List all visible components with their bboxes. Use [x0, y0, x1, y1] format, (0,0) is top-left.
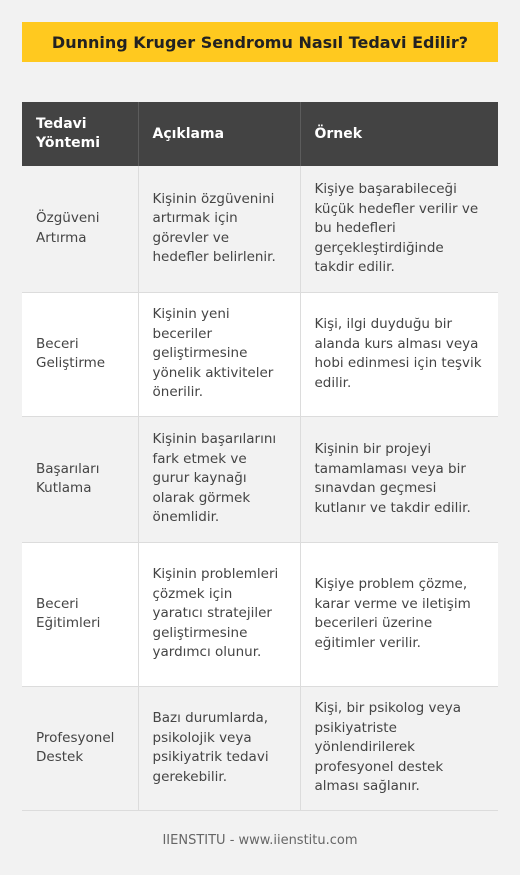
table-body — [22, 166, 498, 810]
title-banner — [22, 22, 498, 62]
table-header — [22, 102, 498, 166]
treatment-table-container — [22, 102, 498, 811]
table-row — [22, 166, 498, 292]
cell-example: Kişi, bir psikolog veya psikiyatriste yönlendirilerek profesyonel destek alması sağlanır. — [300, 686, 498, 810]
table-row — [22, 542, 498, 686]
cell-method: Başarıları Kutlama — [22, 416, 138, 542]
cell-example: Kişiye problem çözme, karar verme ve iletişim becerileri üzerine eğitimler verilir. — [300, 542, 498, 686]
header-method: Tedavi Yöntemi — [22, 102, 138, 166]
cell-method: Beceri Geliştirme — [22, 292, 138, 416]
cell-example: Kişi, ilgi duyduğu bir alanda kurs alması veya hobi edinmesi için teşvik edilir. — [300, 292, 498, 416]
cell-example: Kişiye başarabileceği küçük hedefler verilir ve bu hedefleri gerçekleştirdiğinde takdir edilir. — [300, 166, 498, 292]
cell-description: Kişinin yeni beceriler geliştirmesine yönelik aktiviteler önerilir. — [138, 292, 300, 416]
cell-description: Kişinin özgüvenini artırmak için görevler ve hedefler belirlenir. — [138, 166, 300, 292]
cell-description: Kişinin problemleri çözmek için yaratıcı stratejiler geliştirmesine yardımcı olunur. — [138, 542, 300, 686]
header-description: Açıklama — [138, 102, 300, 166]
table-row — [22, 292, 498, 416]
cell-description: Bazı durumlarda, psikolojik veya psikiyatrik tedavi gerekebilir. — [138, 686, 300, 810]
footer-credit: IIENSTITU - www.iienstitu.com — [162, 833, 358, 848]
page-title: Dunning Kruger Sendromu Nasıl Tedavi Edilir? — [51, 32, 469, 52]
header-example: Örnek — [300, 102, 498, 166]
header-row — [22, 102, 498, 166]
cell-example: Kişinin bir projeyi tamamlaması veya bir sınavdan geçmesi kutlanır ve takdir edilir. — [300, 416, 498, 542]
table-row — [22, 686, 498, 810]
cell-description: Kişinin başarılarını fark etmek ve gurur kaynağı olarak görmek önemlidir. — [138, 416, 300, 542]
cell-method: Profesyonel Destek — [22, 686, 138, 810]
cell-method: Özgüveni Artırma — [22, 166, 138, 292]
cell-method: Beceri Eğitimleri — [22, 542, 138, 686]
treatment-table — [22, 102, 498, 811]
table-row — [22, 416, 498, 542]
